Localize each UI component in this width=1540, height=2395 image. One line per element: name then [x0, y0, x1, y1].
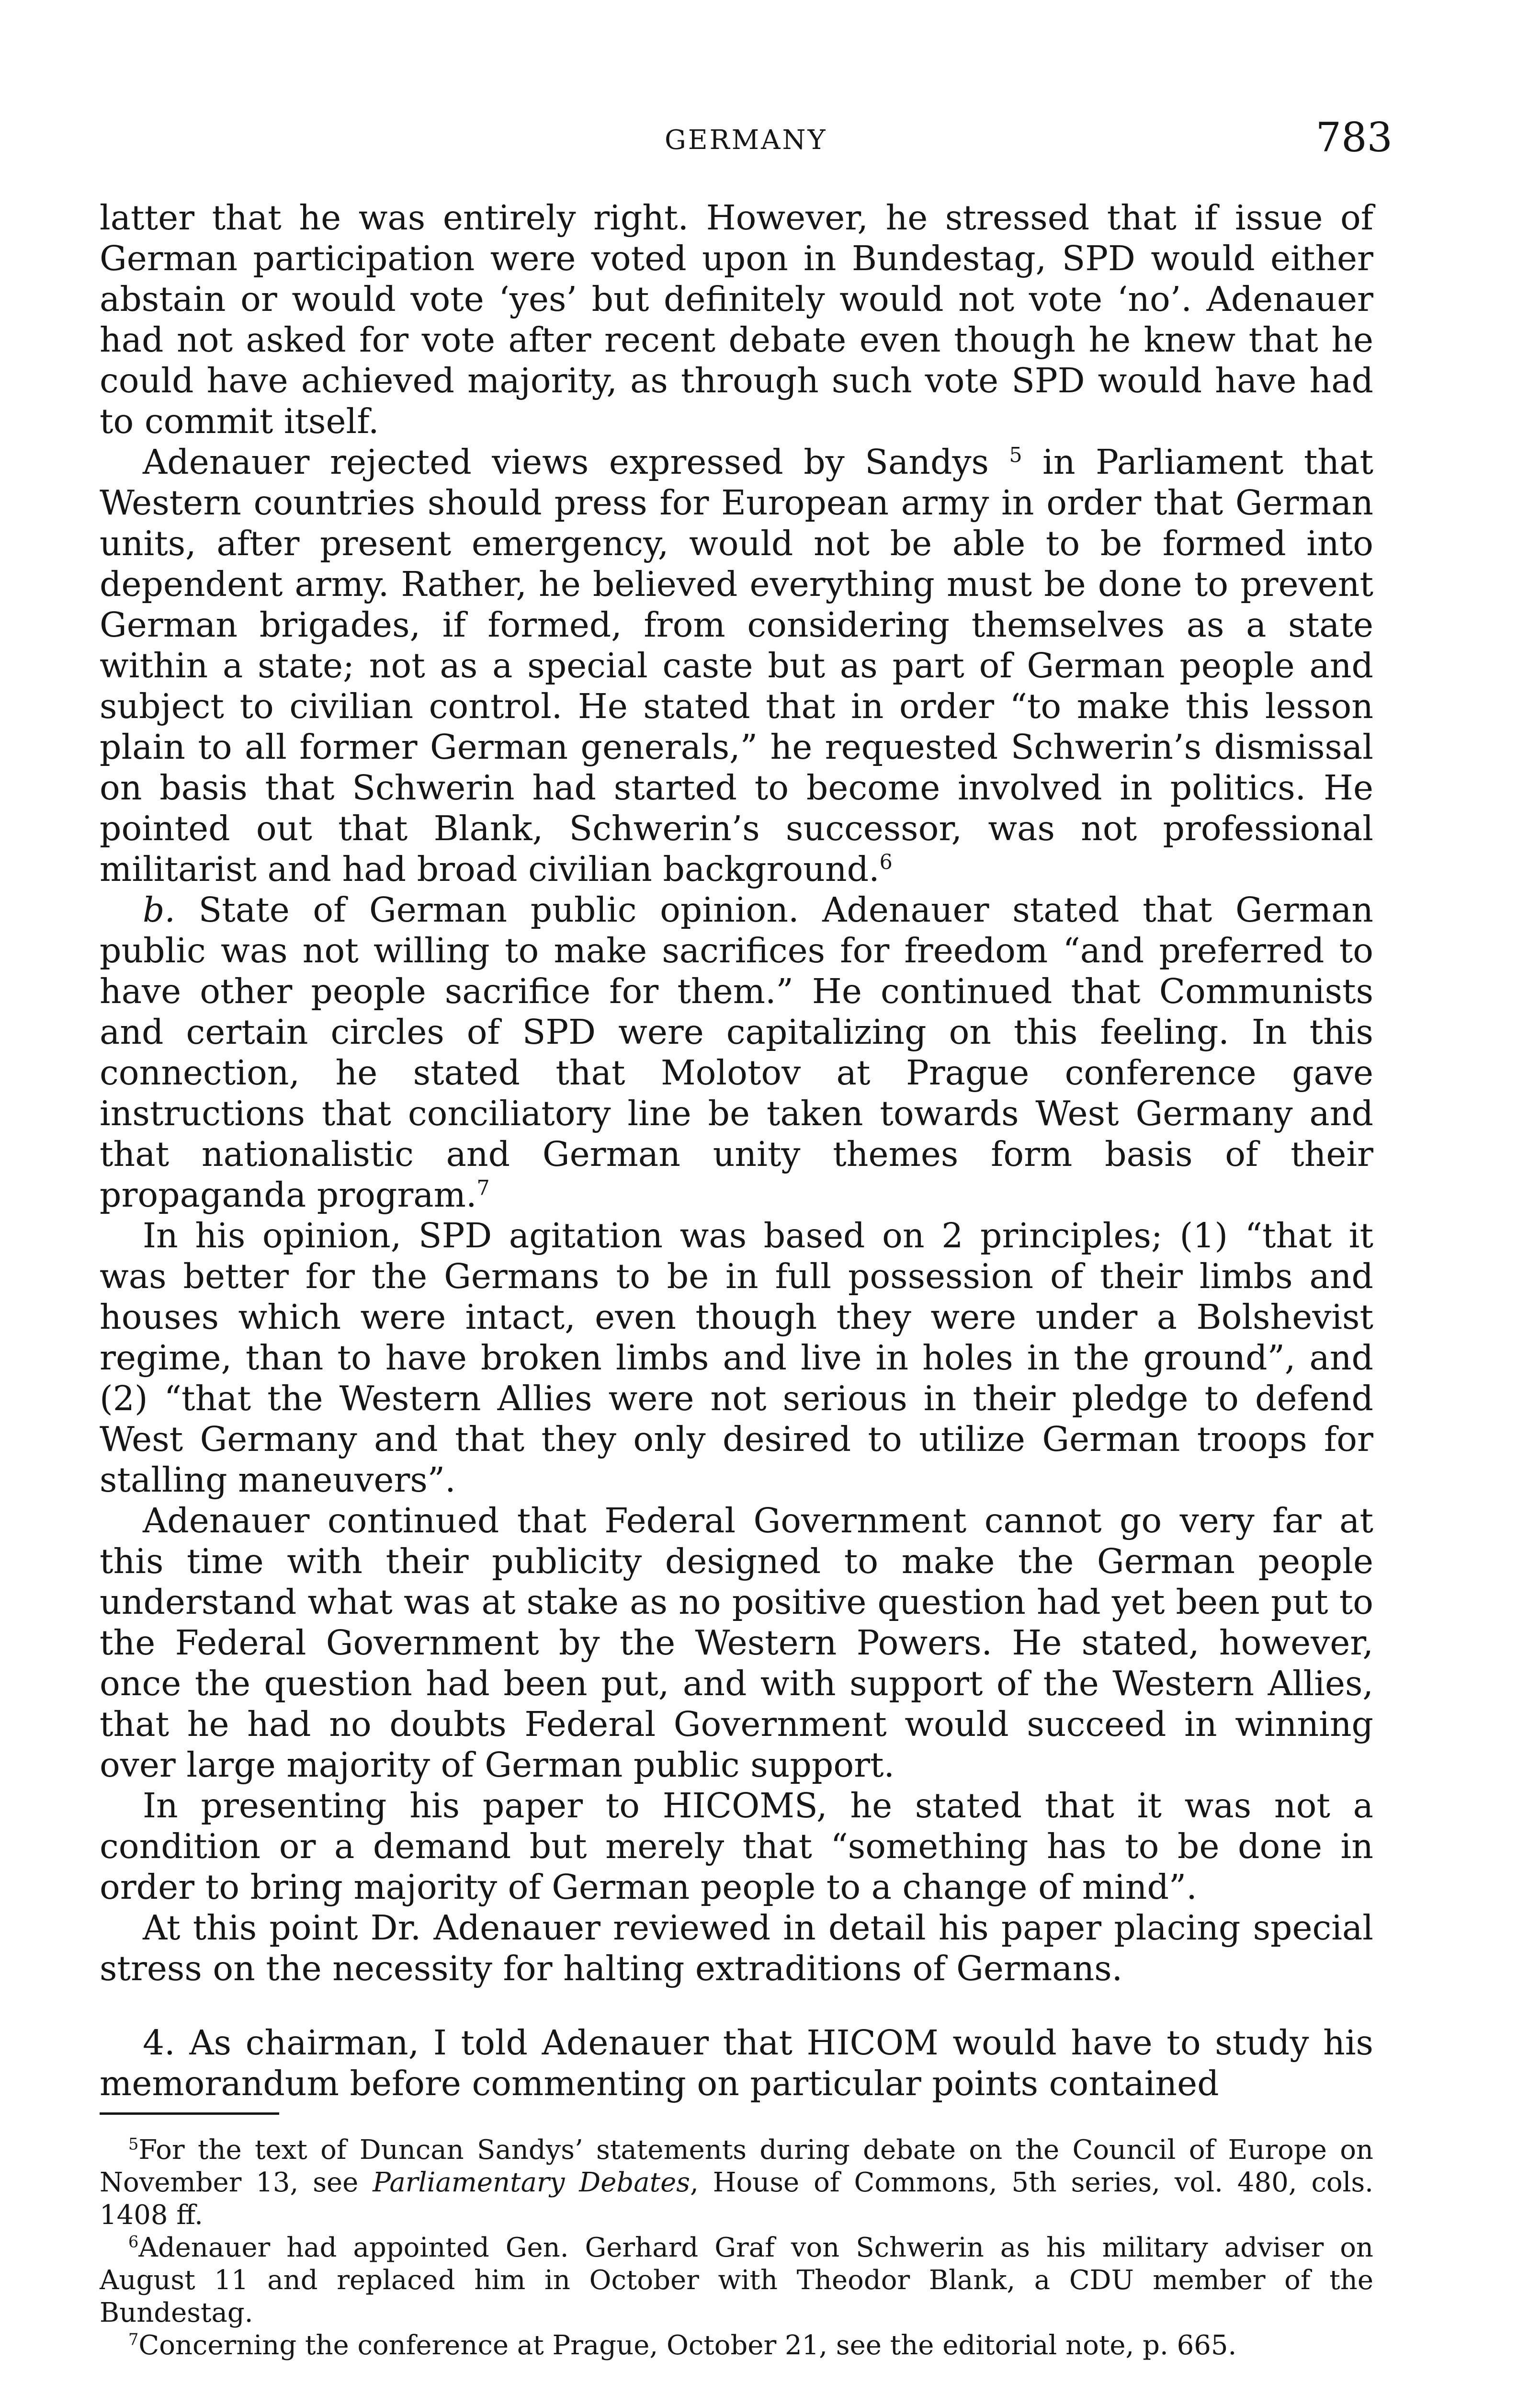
footnotes — [100, 2134, 1373, 2362]
footnote-text: Concerning the conference at Prague, October 21, see the editorial note, p. 665. — [138, 2330, 1237, 2361]
footnote-ref: 6 — [879, 850, 893, 875]
footnote-number: 5 — [128, 2134, 139, 2154]
footnote-divider — [100, 2112, 279, 2115]
paragraph: At this point Dr. Adenauer reviewed in detail his paper placing special stress on the necessity for halting extraditions of Germans. — [100, 1908, 1373, 1988]
footnote-citation: Parliamentary Debates — [373, 2167, 690, 2198]
page-header — [100, 114, 1393, 167]
paragraph: In his opinion, SPD agitation was based on 2 principles; (1) “that it was better for the Germans to be in full possession of their limbs and houses which were intact, even though they were under a Bolshevist regime, than to have broken limbs and live in holes in the ground”, and (2) “that the Western Allies were not serious in their pledge to defend West Germany and that they only desired to utilize German troops for stalling maneuvers”. — [100, 1216, 1373, 1500]
footnote-number: 7 — [128, 2330, 139, 2349]
subsection-letter: b. — [143, 890, 176, 930]
paragraph-text: Adenauer rejected views expressed by Sandys — [143, 442, 989, 482]
page-number: 783 — [1315, 114, 1393, 161]
footnote — [100, 2232, 1373, 2329]
paragraph: latter that he was entirely right. However, he stressed that if issue of German participation were voted upon in Bundestag, SPD would either abstain or would vote ‘yes’ but definitely would not vote ‘no’. Adenauer had not asked for vote after recent debate even though he knew that he could have achieved majority, as through such vote SPD would have had to commit itself. — [100, 198, 1373, 441]
footnote-text: For the text of Duncan Sandys’ statements during debate on the Council of Europe on November 13, see — [100, 2134, 1373, 2198]
footnote — [100, 2329, 1373, 2362]
footnote-text: , House of Commons, 5th series, vol. 480, cols. 1408 ff. — [100, 2167, 1373, 2231]
paragraph-text: State of German public opinion. Adenauer stated that German public was not willing to make sacrifices for freedom “and preferred to have other people sacrifice for them.” He continued that Communists and certain circles of SPD were capitalizing on this feeling. In this connection, he stated that Molotov at Prague conference gave instructions that conciliatory line be taken towards West Germany and that nationalistic and German unity themes form basis of their propaganda program. — [100, 890, 1373, 1215]
footnote — [100, 2134, 1373, 2232]
paragraph — [100, 442, 1373, 890]
paragraph-text: in Parliament that Western countries should press for European army in order that German units, after present emergency, would not be able to be formed into dependent army. Rather, he believed everything must be done to prevent German brigades, if formed, from considering themselves as a state within a state; not as a special caste but as part of German people and subject to civilian control. He stated that in order “to make this lesson plain to all former German generals,” he requested Schwerin’s dismissal on basis that Schwerin had started to become involved in politics. He pointed out that Blank, Schwerin’s successor, was not professional militarist and had broad civilian background. — [100, 442, 1373, 889]
paragraph: Adenauer continued that Federal Government cannot go very far at this time with their publicity designed to make the German people understand what was at stake as no positive question had yet been put to the Federal Government by the Western Powers. He stated, however, once the question had been put, and with support of the Western Allies, that he had no doubts Federal Government would succeed in winning over large majority of German public support. — [100, 1501, 1373, 1785]
footnote-ref: 5 — [1009, 443, 1022, 468]
footnote-number: 6 — [128, 2232, 139, 2251]
paragraph: In presenting his paper to HICOMS, he stated that it was not a condition or a demand but merely that “something has to be done in order to bring majority of German people to a change of mind”. — [100, 1786, 1373, 1907]
paragraph — [100, 890, 1373, 1215]
paragraph-numbered: 4. As chairman, I told Adenauer that HICOM would have to study his memorandum before commenting on particular points contained — [100, 2023, 1373, 2103]
body-text — [100, 197, 1373, 2104]
running-head: GERMANY — [665, 125, 827, 156]
footnote-text: Adenauer had appointed Gen. Gerhard Graf von Schwerin as his military adviser on August 11 and replaced him in October with Theodor Blank, a CDU member of the Bundestag. — [100, 2232, 1373, 2328]
footnote-ref: 7 — [476, 1176, 490, 1200]
